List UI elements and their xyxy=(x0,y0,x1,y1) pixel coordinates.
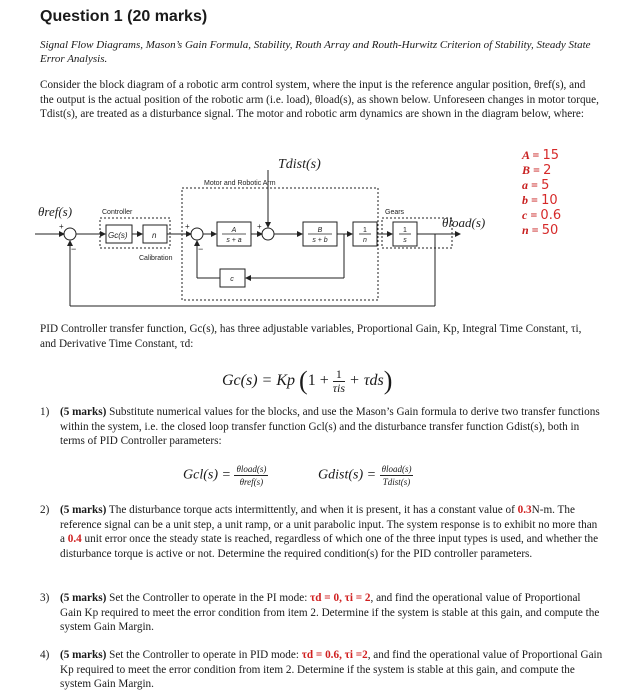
motor-label: Motor and Robotic Arm xyxy=(204,180,276,187)
question-item-1 xyxy=(40,405,605,449)
item-text: Substitute numerical values for the blocks, and use the Mason’s Gain formula to derive two transfer functions within the system, i.e. the closed loop transfer function Gcl(s) and the disturbance transfer function Gdist(s), both in terms of PID Controller parameters: xyxy=(60,406,600,448)
gdist-num: θload(s) xyxy=(381,464,412,474)
pid-eq-tail: + τds xyxy=(349,372,384,389)
item-marks: (5 marks) xyxy=(60,592,107,604)
a-block-den: s + a xyxy=(226,237,242,244)
c-block-label: c xyxy=(230,276,234,283)
question-item-4 xyxy=(40,648,605,692)
parameter-row: B = 2 xyxy=(522,163,552,178)
plus-sign: + xyxy=(59,222,64,231)
b-block-den: s + b xyxy=(312,237,328,244)
parameter-row: A = 15 xyxy=(522,148,559,163)
b-block-num: B xyxy=(317,227,323,234)
pid-eq-frac-num: 1 xyxy=(333,368,345,382)
gcl-num: θload(s) xyxy=(236,464,267,474)
item-marks: (5 marks) xyxy=(60,406,107,418)
n-label: n xyxy=(152,231,157,240)
gcl-lhs: Gcl(s) = xyxy=(183,467,231,483)
gcl-equation xyxy=(183,463,268,488)
item-number: 2) xyxy=(40,504,50,516)
item-marks: (5 marks) xyxy=(60,649,107,661)
item-number: 4) xyxy=(40,649,50,661)
calibration-label: Calibration xyxy=(139,255,173,262)
question-subtitle: Signal Flow Diagrams, Mason’s Gain Formula, Stability, Routh Array and Routh-Hurwitz Criterion of Stability, Steady State Error Analysis. xyxy=(40,39,591,65)
integrator-den: s xyxy=(403,237,407,244)
error-value: 0.4 xyxy=(67,533,82,546)
torque-value: 0.3 xyxy=(517,504,532,516)
minus-sign: − xyxy=(198,244,204,254)
gdist-equation xyxy=(318,463,413,488)
item-text: Set the Controller to operate in PID mode: xyxy=(109,649,299,661)
question-item-2 xyxy=(40,503,605,561)
minus-sign: − xyxy=(71,244,77,254)
parameter-row: n = 50 xyxy=(522,223,559,238)
gdist-lhs: Gdist(s) = xyxy=(318,467,377,483)
question-item-3 xyxy=(40,591,605,635)
plus-sign: + xyxy=(257,222,262,231)
gdist-den: Tdist(s) xyxy=(382,477,411,487)
parameter-row: b = 10 xyxy=(522,193,558,208)
gcl-den: θref(s) xyxy=(239,477,264,487)
output-label: θload(s) xyxy=(442,215,486,230)
summing-junction-2 xyxy=(191,228,203,240)
item-number: 1) xyxy=(40,406,50,418)
mode-values: τd = 0, τi = 2 xyxy=(310,592,371,604)
pid-equation: Gc(s) = Kp (1 + 1 τis + τds) xyxy=(222,366,393,395)
mode-values: τd = 0.6, τi =2 xyxy=(301,649,368,661)
block-diagram xyxy=(30,148,540,318)
disturbance-label: Tdist(s) xyxy=(278,157,321,172)
pid-eq-one: 1 + xyxy=(307,372,329,389)
item-text: N-m. The reference signal can be a unit step, a unit ramp, or a unit parabolic input. The system response is to exhibit no more than a xyxy=(60,504,598,546)
item-text: , and find the operational value of Proportional Gain Kp required to meet the error condition from item 2. Determine if the system is stable at this gain, and compute the system Gain Margin. xyxy=(60,649,603,691)
pid-eq-frac-den: τis xyxy=(332,380,346,395)
controller-label: Controller xyxy=(102,209,133,216)
item-text: The disturbance torque acts intermittently, and when it is present, it has a constant value of xyxy=(108,504,515,516)
item-marks: (5 marks) xyxy=(60,504,107,516)
integrator-num: 1 xyxy=(403,227,407,234)
parameter-row: c = 0.6 xyxy=(522,208,562,223)
gears-label: Gears xyxy=(385,209,405,216)
summing-junction-1 xyxy=(64,228,76,240)
gc-label: Gc(s) xyxy=(108,231,128,240)
intro-paragraph: Consider the block diagram of a robotic arm control system, where the input is the reference angular position, θref(s), and the output is the actual position of the robotic arm (i.e. load), θload(s), as shown below. Unforeseen changes in motor torque, Tdist(s), are treated as a disturbance signal. The motor and robotic arm dynamics are shown in the diagram below, where: xyxy=(40,79,599,120)
parameter-list xyxy=(522,147,622,237)
plus-sign: + xyxy=(185,222,190,231)
item-number: 3) xyxy=(40,592,50,604)
gear-den: n xyxy=(363,237,367,244)
pid-paragraph: PID Controller transfer function, Gc(s), has three adjustable variables, Proportional Gain, Kp, Integral Time Constant, τi, and Derivative Time Constant, τd: xyxy=(40,323,582,350)
summing-junction-3 xyxy=(262,228,274,240)
gear-num: 1 xyxy=(363,227,367,234)
input-label: θref(s) xyxy=(38,204,73,219)
item-text: unit error once the steady state is reached, regardless of which one of the three input types is used, and whether the disturbance torque is active or not. Determine the required condition(s) for the PID controller parameters. xyxy=(60,533,599,560)
parameter-row: a = 5 xyxy=(522,178,550,193)
item-text: Set the Controller to operate in the PI mode: xyxy=(109,592,308,604)
a-block-num: A xyxy=(231,227,237,234)
item-text: , and find the operational value of Proportional Gain Kp required to meet the error condition from item 2. Determine if the system is stable at this gain, and compute the system Gain Margin. xyxy=(60,592,600,634)
motor-region xyxy=(182,188,378,300)
pid-eq-lhs: Gc(s) = Kp xyxy=(222,372,296,389)
question-title: Question 1 (20 marks) xyxy=(40,8,208,25)
